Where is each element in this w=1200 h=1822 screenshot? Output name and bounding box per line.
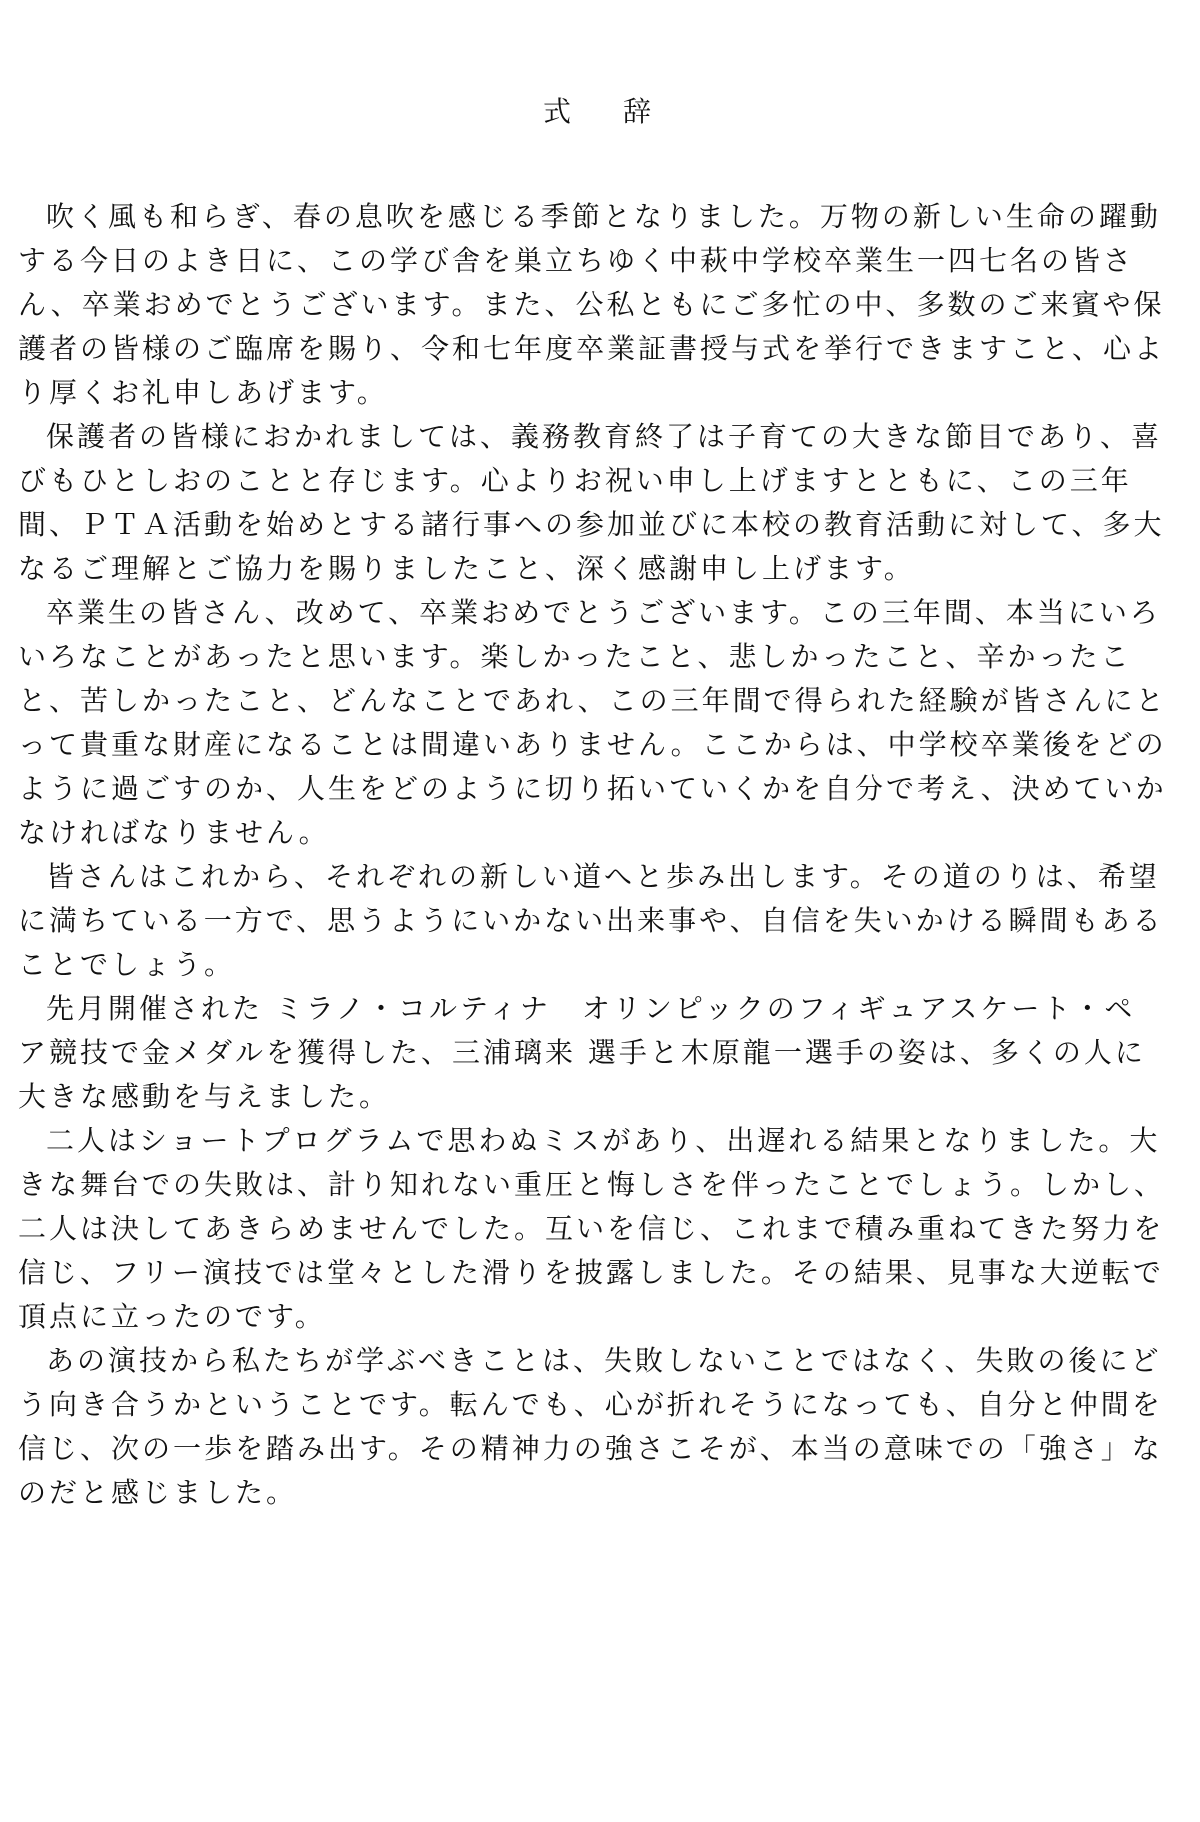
text-line: なるご理解とご協力を賜りましたこと、深く感謝申し上げます。 [18,552,915,585]
text-line: ア競技で金メダルを獲得した、三浦璃来 選手と木原龍一選手の姿は、多くの人に [18,1036,1146,1069]
document-page [18,0,1188,1822]
paragraph-new-path [18,855,1188,987]
text-line: に満ちている一方で、思うようにいかない出来事や、自信を失いかける瞬間もある [18,904,1164,937]
document-body [18,195,1188,1515]
text-line: いろなことがあったと思います。楽しかったこと、悲しかったこと、辛かったこ [18,640,1132,673]
text-line: あの演技から私たちが学ぶべきことは、失敗しないことではなく、失敗の後にど [46,1344,1162,1377]
text-line: ように過ごすのか、人生をどのように切り拓いていくかを自分で考え、決めていか [18,772,1167,805]
paragraph-lesson [18,1339,1188,1515]
text-line: り厚くお礼申しあげます。 [18,376,388,409]
text-line: なければなりません。 [18,816,330,849]
text-line: う向き合うかということです。転んでも、心が折れそうになっても、自分と仲間を [18,1388,1163,1421]
paragraph-guardians [18,415,1188,591]
text-line: 頂点に立ったのです。 [18,1300,326,1333]
document-title: 式 辞 [542,95,663,128]
text-line: 先月開催された ミラノ・コルティナ オリンピックのフィギュアスケート・ペ [46,992,1136,1025]
text-line: 卒業生の皆さん、改めて、卒業おめでとうございます。この三年間、本当にいろ [46,596,1161,629]
text-line: する今日のよき日に、この学び舎を巣立ちゆく中萩中学校卒業生一四七名の皆さ [18,244,1135,277]
text-line: 間、ＰＴＡ活動を始めとする諸行事への参加並びに本校の教育活動に対して、多大 [18,508,1165,541]
text-line: びもひとしおのことと存じます。心よりお祝い申し上げますとともに、この三年 [18,464,1132,497]
text-line: 二人はショートプログラムで思わぬミスがあり、出遅れる結果となりました。大 [46,1124,1161,1157]
text-line: 信じ、次の一歩を踏み出す。その精神力の強さこそが、本当の意味での「強さ」な [18,1432,1163,1465]
text-line: 保護者の皆様におかれましては、義務教育終了は子育ての大きな節目であり、喜 [46,420,1163,453]
text-line: 二人は決してあきらめませんでした。互いを信じ、これまで積み重ねてきた努力を [18,1212,1165,1245]
text-line: ん、卒業おめでとうございます。また、公私ともにご多忙の中、多数のご来賓や保 [18,288,1165,321]
text-line: ことでしょう。 [18,948,236,981]
paragraph-opening [18,195,1188,415]
text-line: って貴重な財産になることは間違いありません。ここからは、中学校卒業後をどの [18,728,1167,761]
text-line: 吹く風も和らぎ、春の息吹を感じる季節となりました。万物の新しい生命の躍動 [46,200,1161,233]
text-line: と、苦しかったこと、どんなことであれ、この三年間で得られた経験が皆さんにと [18,684,1167,717]
paragraph-olympics [18,987,1188,1119]
text-line: のだと感じました。 [18,1476,298,1509]
text-line: 信じ、フリー演技では堂々とした滑りを披露しました。その結果、見事な大逆転で [18,1256,1164,1289]
text-line: 護者の皆様のご臨席を賜り、令和七年度卒業証書授与式を挙行できますこと、心よ [18,332,1166,365]
paragraph-comeback [18,1119,1188,1339]
text-line: きな舞台での失敗は、計り知れない重圧と悔しさを伴ったことでしょう。しかし、 [18,1168,1166,1201]
text-line: 大きな感動を与えました。 [18,1080,391,1113]
paragraph-graduates [18,591,1188,855]
text-line: 皆さんはこれから、それぞれの新しい道へと歩み出します。その道のりは、希望 [46,860,1160,893]
